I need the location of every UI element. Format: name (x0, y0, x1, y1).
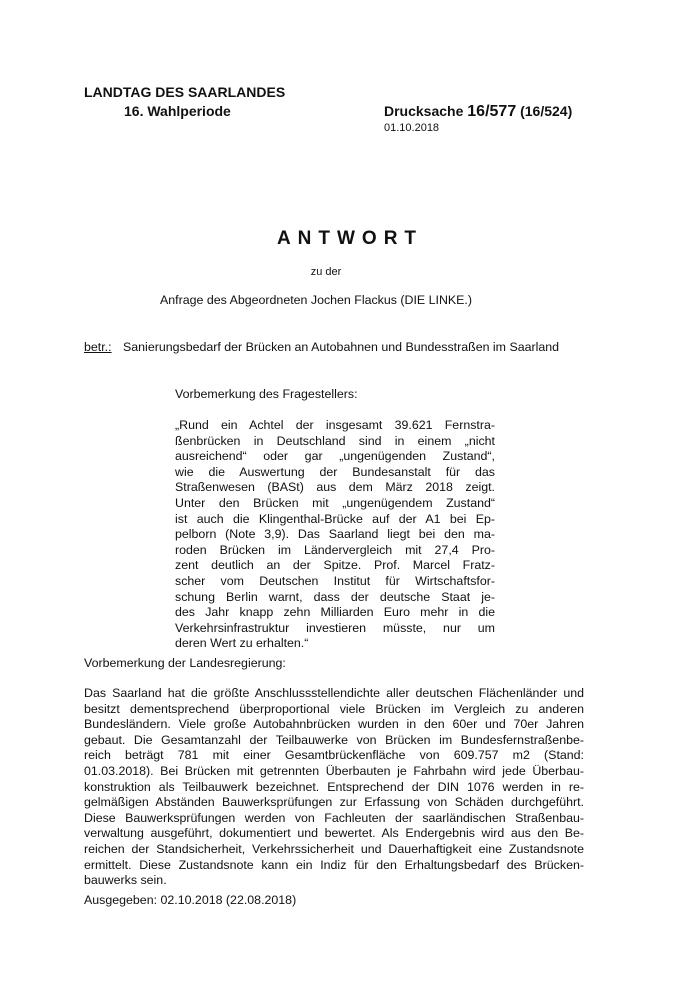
drucksache-number: 16/577 (467, 103, 517, 120)
document-date: 01.10.2018 (384, 122, 440, 134)
paragraph-line: Das Saarland hat die größte Anschlussstellendichte aller deutschen Flächenländer und (84, 686, 584, 700)
paragraph-line: besitzt dementsprechend überproportional viele Brücken im Vergleich zu anderen (84, 701, 584, 716)
paragraph-line: 01.03.2018). Bei Brücken mit getrennten Überbauten je Fahrbahn wird jede Überbau- (84, 763, 584, 778)
paragraph-line: konstruktion als Teilbauwerk bezeichnet. Entsprechend der DIN 1076 werden in re- (84, 779, 584, 794)
quote-line: pelborn (Note 3,9). Das Saarland liegt bei den ma- (175, 527, 495, 542)
quote-line: zent deutlich an der Spitze. Prof. Marcel Fratz- (175, 558, 495, 573)
drucksache-label: Drucksache (384, 103, 468, 119)
drucksache-info (384, 103, 572, 121)
paragraph-line: verwaltung ausgeführt, dokumentiert und bewertet. Als Endergebnis wird aus den Be- (84, 826, 584, 841)
subject-label: betr.: (84, 340, 112, 354)
paragraph-line: gebaut. Die Gesamtanzahl der Teilbauwerke von Brücken im Bundesfernstraßenbe- (84, 732, 584, 747)
subject-text: Sanierungsbedarf der Brücken an Autobahnen und Bundesstraßen im Saarland (123, 340, 560, 354)
quote-line: wie die Auswertung der Bundesanstalt für das (175, 464, 495, 479)
quote-line: deren Wert zu erhalten.“ (175, 636, 309, 651)
paragraph-line: reich beträgt 781 mit einer Gesamtbrückenfläche von 609.757 m2 (Stand: (84, 748, 584, 763)
parliament-name: LANDTAG DES SAARLANDES (84, 84, 286, 100)
issued-date: Ausgegeben: 02.10.2018 (22.08.2018) (84, 893, 297, 907)
quote-line: schung Berlin warnt, dass der deutsche Staat je- (175, 589, 495, 604)
subject-line (84, 340, 559, 356)
quote-line: ist auch die Klingenthal-Brücke auf der A1 bei Ep- (175, 511, 495, 526)
government-preamble-paragraph (84, 686, 584, 889)
title-sub: zu der (310, 266, 342, 278)
questioner-preamble-quote (175, 418, 495, 652)
quote-line: „Rund ein Achtel der insgesamt 39.621 Fernstra- (175, 418, 495, 432)
paragraph-line: ermittelt. Diese Zustandsnote kann ein Indiz für den Erhaltungsbedarf des Brücken- (84, 857, 584, 872)
document-title: ANTWORT (276, 228, 424, 249)
drucksache-ref: (16/524) (516, 103, 573, 119)
quote-line: ßenbrücken in Deutschland sind in einem „nicht (175, 433, 495, 448)
quote-line: scher vom Deutschen Institut für Wirtschaftsfor- (175, 573, 495, 588)
paragraph-line: Diese Bauwerksprüfungen werden von Fachleuten der saarländischen Straßenbau- (84, 810, 584, 825)
quote-line: Verkehrsinfrastruktur investieren müsste, nur um (175, 620, 495, 635)
quote-line: Unter den Brücken mit „ungenügendem Zustand“ (175, 495, 495, 510)
quote-line: des Jahr knapp zehn Milliarden Euro mehr in die (175, 605, 495, 620)
quote-line: Straßenwesen (BASt) aus dem März 2018 zeigt. (175, 480, 495, 495)
quote-line: roden Brücken im Ländervergleich mit 27,4 Pro- (175, 542, 495, 557)
paragraph-line: Bundesländern. Viele große Autobahnbrücken wurden in den 60er und 70er Jahren (84, 717, 584, 732)
inquiry-line: Anfrage des Abgeordneten Jochen Flackus (DIE LINKE.) (160, 293, 473, 307)
paragraph-line: gelmäßigen Abständen Bauwerksprüfungen zur Erfassung von Schäden durchgeführt. (84, 795, 584, 810)
paragraph-line: reichen der Standsicherheit, Verkehrssicherheit und Dauerhaftigkeit eine Zustandsnote (84, 841, 584, 856)
quote-line: ausreichend“ oder gar „ungenügenden Zustand“, (175, 449, 495, 464)
paragraph-line: bauwerks sein. (84, 873, 167, 888)
government-preamble-heading: Vorbemerkung der Landesregierung: (84, 656, 286, 670)
questioner-preamble-heading: Vorbemerkung des Fragestellers: (175, 387, 358, 401)
legislative-period: 16. Wahlperiode (124, 103, 231, 119)
